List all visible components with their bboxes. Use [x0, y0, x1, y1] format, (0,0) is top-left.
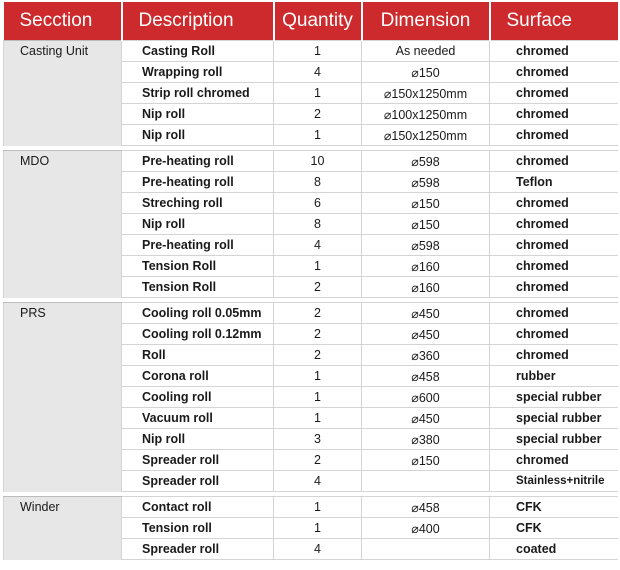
quantity-cell: 4 [274, 539, 362, 560]
quantity-cell: 1 [274, 387, 362, 408]
dimension-cell [362, 539, 490, 560]
surface-cell: special rubber [490, 429, 618, 450]
roll-spec-table [3, 2, 618, 560]
quantity-cell: 8 [274, 172, 362, 193]
header-row [4, 2, 618, 41]
dimension-cell: ⌀600 [362, 387, 490, 408]
quantity-cell: 1 [274, 83, 362, 104]
dimension-cell: ⌀150x1250mm [362, 125, 490, 146]
surface-cell: chromed [490, 235, 618, 256]
quantity-cell: 2 [274, 345, 362, 366]
header-surface: Surface [490, 2, 618, 41]
table-row [4, 497, 618, 518]
dimension-cell: ⌀150 [362, 62, 490, 83]
description-cell: Nip roll [122, 104, 274, 125]
dimension-cell: ⌀450 [362, 408, 490, 429]
description-cell: Casting Roll [122, 41, 274, 62]
description-cell: Roll [122, 345, 274, 366]
dimension-cell: ⌀150 [362, 214, 490, 235]
description-cell: Spreader roll [122, 471, 274, 492]
dimension-cell: ⌀360 [362, 345, 490, 366]
quantity-cell: 1 [274, 408, 362, 429]
surface-cell: chromed [490, 151, 618, 172]
surface-cell: chromed [490, 62, 618, 83]
dimension-cell: ⌀380 [362, 429, 490, 450]
surface-cell: CFK [490, 497, 618, 518]
quantity-cell: 2 [274, 303, 362, 324]
dimension-cell: ⌀160 [362, 256, 490, 277]
description-cell: Pre-heating roll [122, 172, 274, 193]
quantity-cell: 1 [274, 125, 362, 146]
table-body [4, 41, 618, 560]
description-cell: Wrapping roll [122, 62, 274, 83]
dimension-cell: ⌀598 [362, 172, 490, 193]
surface-cell: chromed [490, 104, 618, 125]
quantity-cell: 3 [274, 429, 362, 450]
dimension-cell: ⌀458 [362, 497, 490, 518]
dimension-cell: ⌀450 [362, 303, 490, 324]
section-label: PRS [4, 303, 122, 492]
surface-cell: special rubber [490, 408, 618, 429]
quantity-cell: 2 [274, 324, 362, 345]
description-cell: Nip roll [122, 214, 274, 235]
quantity-cell: 1 [274, 366, 362, 387]
section-label: MDO [4, 151, 122, 298]
section-label: Casting Unit [4, 41, 122, 146]
surface-cell: chromed [490, 277, 618, 298]
quantity-cell: 4 [274, 235, 362, 256]
surface-cell: Stainless+nitrile [490, 471, 618, 492]
surface-cell: chromed [490, 214, 618, 235]
surface-cell: coated [490, 539, 618, 560]
description-cell: Vacuum roll [122, 408, 274, 429]
description-cell: Streching roll [122, 193, 274, 214]
dimension-cell: ⌀150 [362, 450, 490, 471]
quantity-cell: 6 [274, 193, 362, 214]
description-cell: Cooling roll 0.12mm [122, 324, 274, 345]
header-dimension: Dimension [362, 2, 490, 41]
dimension-cell: ⌀458 [362, 366, 490, 387]
surface-cell: chromed [490, 193, 618, 214]
dimension-cell: ⌀150x1250mm [362, 83, 490, 104]
dimension-cell [362, 471, 490, 492]
quantity-cell: 4 [274, 471, 362, 492]
quantity-cell: 1 [274, 41, 362, 62]
dimension-cell: ⌀450 [362, 324, 490, 345]
dimension-cell: As needed [362, 41, 490, 62]
description-cell: Contact roll [122, 497, 274, 518]
quantity-cell: 2 [274, 450, 362, 471]
table-row [4, 41, 618, 62]
surface-cell: chromed [490, 303, 618, 324]
description-cell: Nip roll [122, 125, 274, 146]
quantity-cell: 1 [274, 256, 362, 277]
dimension-cell: ⌀100x1250mm [362, 104, 490, 125]
description-cell: Tension roll [122, 518, 274, 539]
surface-cell: chromed [490, 450, 618, 471]
description-cell: Spreader roll [122, 450, 274, 471]
description-cell: Spreader roll [122, 539, 274, 560]
dimension-cell: ⌀160 [362, 277, 490, 298]
surface-cell: chromed [490, 324, 618, 345]
table-row [4, 303, 618, 324]
description-cell: Pre-heating roll [122, 151, 274, 172]
dimension-cell: ⌀400 [362, 518, 490, 539]
surface-cell: Teflon [490, 172, 618, 193]
surface-cell: special rubber [490, 387, 618, 408]
description-cell: Nip roll [122, 429, 274, 450]
header-description: Description [122, 2, 274, 41]
surface-cell: rubber [490, 366, 618, 387]
quantity-cell: 2 [274, 277, 362, 298]
surface-cell: chromed [490, 125, 618, 146]
surface-cell: chromed [490, 41, 618, 62]
section-label: Winder [4, 497, 122, 560]
table-row [4, 151, 618, 172]
quantity-cell: 1 [274, 518, 362, 539]
header-section: Secction [4, 2, 122, 41]
surface-cell: chromed [490, 256, 618, 277]
dimension-cell: ⌀150 [362, 193, 490, 214]
description-cell: Cooling roll 0.05mm [122, 303, 274, 324]
description-cell: Cooling roll [122, 387, 274, 408]
quantity-cell: 10 [274, 151, 362, 172]
quantity-cell: 4 [274, 62, 362, 83]
surface-cell: chromed [490, 345, 618, 366]
description-cell: Strip roll chromed [122, 83, 274, 104]
description-cell: Tension Roll [122, 277, 274, 298]
table-header [4, 2, 618, 41]
header-quantity: Quantity [274, 2, 362, 41]
description-cell: Tension Roll [122, 256, 274, 277]
description-cell: Pre-heating roll [122, 235, 274, 256]
surface-cell: chromed [490, 83, 618, 104]
surface-cell: CFK [490, 518, 618, 539]
quantity-cell: 8 [274, 214, 362, 235]
dimension-cell: ⌀598 [362, 151, 490, 172]
quantity-cell: 1 [274, 497, 362, 518]
description-cell: Corona roll [122, 366, 274, 387]
dimension-cell: ⌀598 [362, 235, 490, 256]
quantity-cell: 2 [274, 104, 362, 125]
